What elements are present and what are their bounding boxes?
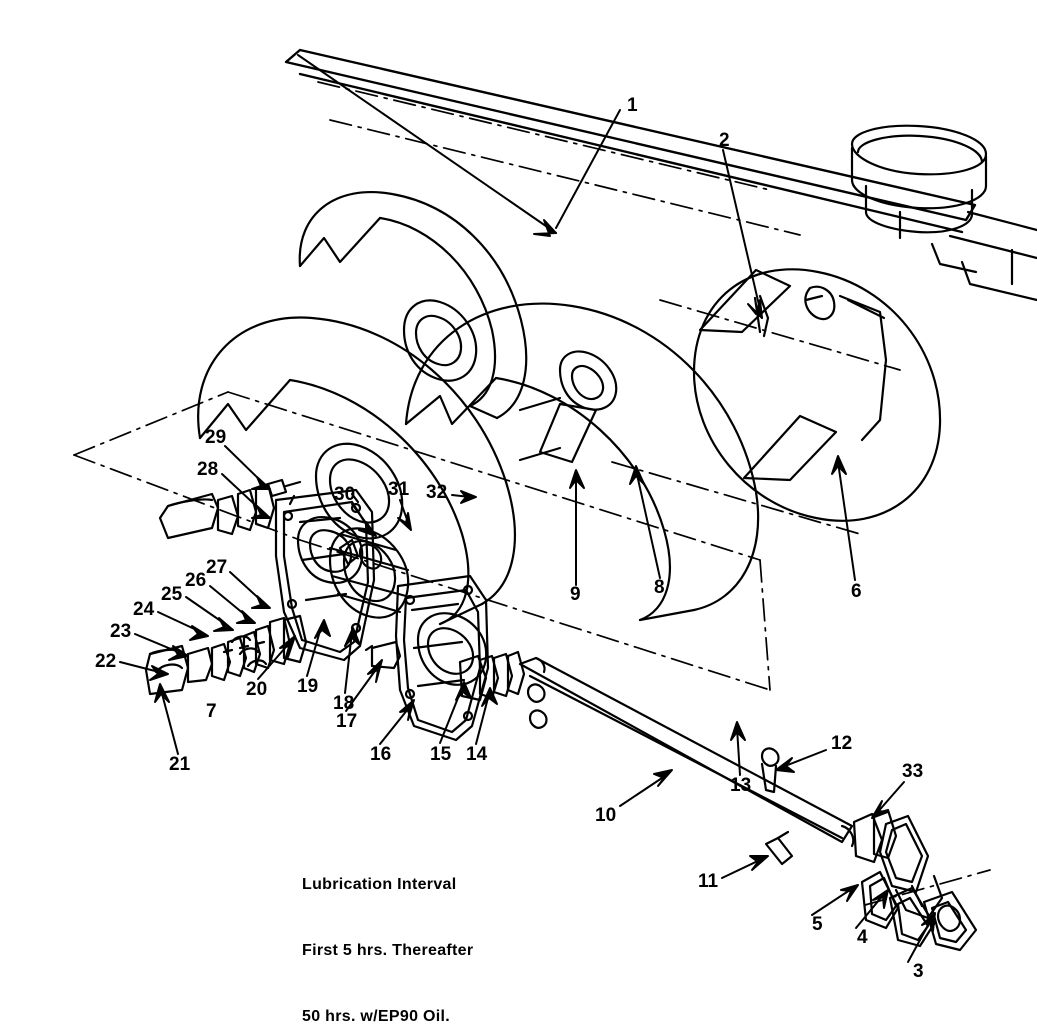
- callout-13: 13: [730, 775, 752, 796]
- callout-12: 12: [831, 733, 853, 754]
- callout-20: 20: [246, 679, 268, 700]
- upper-left-shaft: [160, 480, 300, 538]
- lubrication-note-line-3: 50 hrs. w/EP90 Oil.: [302, 1008, 450, 1024]
- callout-23: 23: [110, 621, 132, 642]
- lubrication-note-line-1: Lubrication Interval: [302, 876, 457, 893]
- callout-27: 27: [206, 557, 228, 578]
- callout-33: 33: [902, 761, 924, 782]
- auger-center-hub: [520, 352, 616, 462]
- callout-7: 7: [206, 701, 217, 722]
- lubrication-note-line-2: First 5 hrs. Thereafter: [302, 942, 474, 959]
- callout-2: 2: [719, 130, 730, 151]
- lubrication-note: [302, 830, 473, 1024]
- callout-21: 21: [169, 754, 191, 775]
- callout-31: 31: [388, 479, 410, 500]
- callout-9: 9: [570, 584, 581, 605]
- callout-4: 4: [857, 927, 868, 948]
- main-drive-shaft: [520, 658, 853, 864]
- callout-24: 24: [133, 599, 155, 620]
- callout-6: 6: [851, 581, 862, 602]
- callout-29: 29: [205, 427, 227, 448]
- callout-32: 32: [426, 482, 448, 503]
- callout-3: 3: [913, 961, 924, 982]
- callout-8: 8: [654, 577, 665, 598]
- callout-1: 1: [627, 95, 638, 116]
- callout-18: 18: [333, 693, 355, 714]
- callout-28: 28: [197, 459, 219, 480]
- tank-body: [932, 212, 1037, 300]
- callout-17: 17: [336, 711, 358, 732]
- callout-10: 10: [595, 805, 617, 826]
- callout-15: 15: [430, 744, 452, 765]
- callout-16: 16: [370, 744, 392, 765]
- callout-5: 5: [812, 914, 823, 935]
- callout-30: 30: [334, 484, 356, 505]
- auger-flighting-left: [300, 192, 526, 418]
- callout-25: 25: [161, 584, 183, 605]
- callout-22: 22: [95, 651, 117, 672]
- callout-11: 11: [698, 871, 719, 892]
- callout-26: 26: [185, 570, 207, 591]
- auger-disc-right: [694, 269, 940, 520]
- universal-joint-assembly: [854, 810, 976, 950]
- callout-14: 14: [466, 744, 488, 765]
- callout-19: 19: [297, 676, 319, 697]
- auger-flighting-mid: [198, 318, 515, 624]
